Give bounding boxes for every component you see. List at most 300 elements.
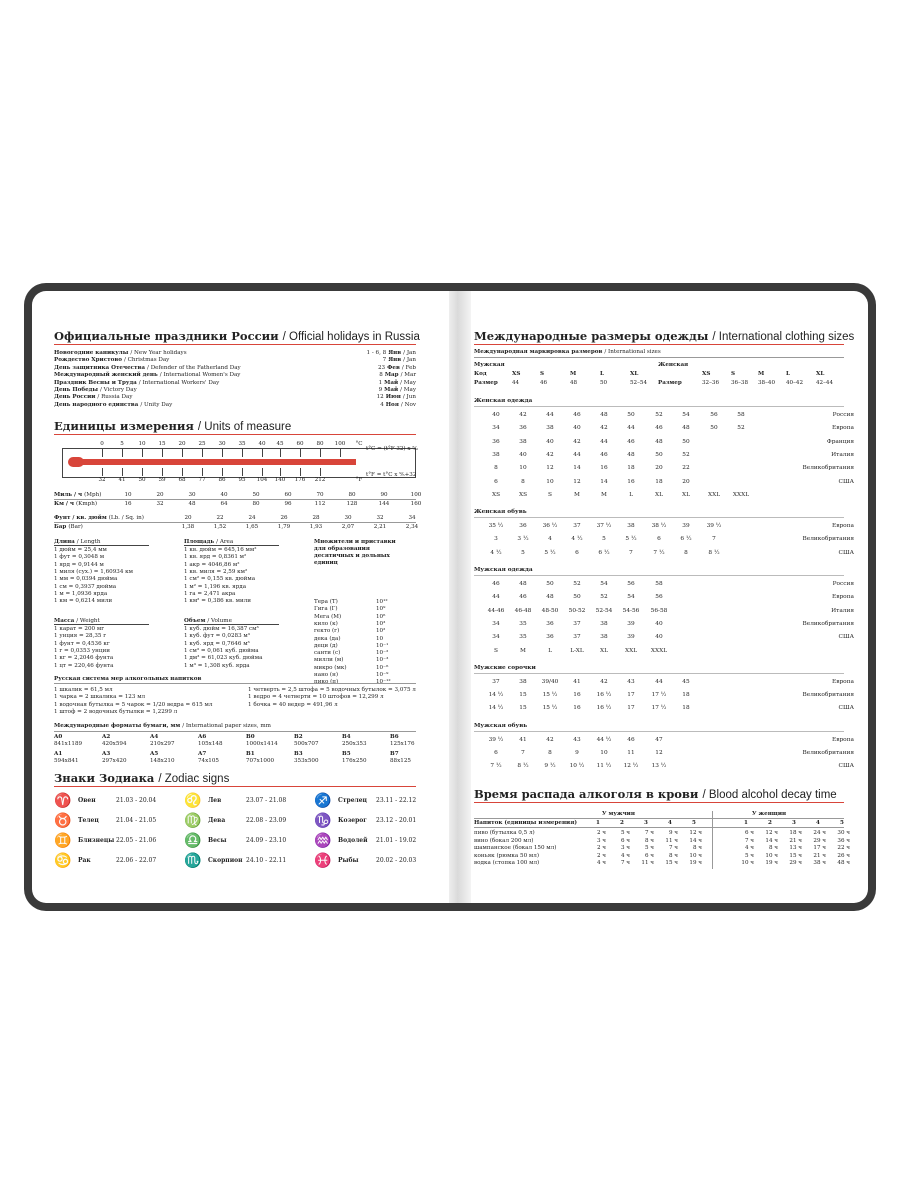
female-code: M: [758, 371, 765, 377]
size-cell: 34: [492, 620, 500, 627]
value-cell: 28: [312, 515, 320, 521]
size-cell: 9 ½: [544, 763, 556, 770]
value-cell: 1,52: [213, 524, 227, 530]
prefix-name: санти (с): [314, 650, 341, 657]
prefix-title: Множители и приставки для образования десятичных и дольных единиц: [314, 539, 396, 567]
size-cell: 6 ½: [680, 536, 692, 543]
tick-mark: [280, 468, 281, 476]
size-cell: 3 ½: [517, 536, 529, 543]
prefix-name: нано (н): [314, 672, 339, 678]
women-time: 12 ч: [765, 830, 778, 836]
women-time: 7 ч: [744, 837, 754, 844]
alcohol-title-ru: Время распада алкоголя в крови: [474, 787, 699, 801]
zodiac-sign-icon: ♍: [184, 813, 202, 829]
holiday-day: 23: [377, 364, 386, 371]
alcohol-measure: 1 чарка = 2 шкалика = 123 мл: [54, 694, 146, 701]
female-code: S: [731, 371, 736, 377]
label-en: (Bar): [68, 524, 83, 530]
label: Международная маркировка размеров: [474, 349, 603, 355]
celsius-tick: 40: [258, 441, 266, 447]
area-item: 1 м² = 1,196 кв. ярда: [184, 583, 247, 590]
female-code: L: [786, 371, 790, 377]
paper-title: [54, 723, 271, 729]
prefix-value: 10: [376, 635, 384, 642]
size-cell: 42: [519, 412, 527, 418]
volume-item: 1 дм³ = 61,023 куб. дюйма: [184, 655, 263, 662]
size-cell: 18: [655, 478, 663, 485]
size-cell: 54: [600, 581, 608, 587]
zodiac-name: Стрелец: [338, 797, 367, 804]
tick-mark: [222, 468, 223, 476]
value-cell: 96: [284, 501, 292, 507]
country-label: США: [838, 705, 854, 712]
country-label: США: [838, 634, 854, 641]
size-cell: 35: [519, 620, 527, 627]
holiday-month-en: / Jun: [402, 394, 416, 401]
holiday-name: Международный женский день: [54, 372, 158, 379]
value-cell: 30: [344, 515, 352, 521]
alcohol-title-en: / Blood alcohol decay time: [702, 789, 837, 801]
size-cell: 46: [600, 451, 608, 458]
size-cell: 11 ½: [596, 763, 612, 770]
divider: [54, 522, 416, 523]
fahrenheit-tick: 140: [274, 477, 286, 483]
size-cell: 42: [546, 451, 554, 458]
size-cell: 5: [602, 536, 606, 543]
paper-size: 353x500: [294, 758, 319, 764]
tick-mark: [300, 449, 301, 457]
title-rule: [54, 434, 416, 435]
country-label: США: [838, 763, 854, 770]
holiday-row: [54, 387, 137, 393]
divider: [54, 499, 416, 500]
prefix-name: Тера (Т): [314, 599, 338, 605]
size-cell: M: [574, 491, 580, 498]
section-title: Женская обувь: [474, 509, 527, 516]
prefix-value: 10⁻²: [376, 650, 389, 657]
size-cell: 39: [627, 634, 635, 641]
country-label: Европа: [831, 736, 854, 743]
men-time: 7 ч: [620, 860, 630, 866]
size-cell: 14: [573, 465, 581, 472]
zodiac-sign-icon: ♎: [184, 833, 202, 849]
holiday-name: Новогодние каникулы: [54, 350, 129, 356]
holiday-row: [54, 350, 187, 356]
label: Миль / ч: [54, 492, 83, 498]
men-time: 4 ч: [596, 860, 606, 866]
male-code: XL: [630, 371, 639, 377]
value-cell: 24: [248, 515, 256, 521]
zodiac-sign-icon: ♋: [54, 853, 72, 869]
size-row: [452, 412, 868, 425]
page-gutter: [449, 291, 471, 903]
size-cell: 12 ½: [623, 763, 639, 770]
size-cell: 12: [573, 478, 581, 485]
country-label: Россия: [832, 581, 854, 587]
men-time: 6 ч: [644, 852, 654, 859]
women-time: 48 ч: [837, 860, 850, 866]
size-cell: 17: [627, 692, 635, 699]
alcohol-measure: 1 бочка = 40 ведер = 491,96 л: [248, 701, 338, 708]
volume-title: [184, 618, 279, 625]
tick-mark: [122, 449, 123, 457]
prefix-name: кило (к): [314, 620, 338, 627]
men-time: 6 ч: [620, 837, 630, 844]
holiday-month-en: / Jan: [403, 357, 416, 364]
size-row: [452, 634, 868, 647]
paper-format: A5: [150, 751, 159, 757]
zodiac-name: Весы: [208, 837, 227, 844]
value-cell: 2,21: [373, 524, 387, 530]
men-time: 5 ч: [620, 830, 630, 836]
divider: [54, 683, 416, 684]
size-row: [452, 425, 868, 438]
paper-format: A3: [102, 751, 111, 757]
female-code: XL: [816, 371, 825, 377]
size-cell: 42: [573, 438, 581, 445]
size-cell: 45: [682, 678, 690, 685]
holiday-date: [377, 394, 416, 400]
size-cell: 20: [655, 465, 663, 472]
size-cell: 15: [519, 705, 527, 712]
women-time: 10 ч: [741, 860, 754, 866]
prefix-name: деци (д): [314, 642, 338, 649]
tick-mark: [320, 468, 321, 476]
men-time: 3 ч: [596, 837, 606, 844]
size-cell: 17 ½: [651, 705, 667, 712]
size-cell: 36 ½: [542, 523, 558, 530]
men-time: 5 ч: [644, 845, 654, 851]
length-item: 1 см = 0,3937 дюйма: [54, 583, 117, 590]
size-cell: 14 ½: [488, 705, 504, 712]
tick-mark: [280, 449, 281, 457]
size-row: [452, 523, 868, 536]
paper-size: 594x841: [54, 758, 79, 764]
size-cell: 40: [655, 620, 663, 627]
size-cell: 18: [627, 465, 635, 472]
women-time: 19 ч: [765, 860, 778, 866]
alcohol-measure: 1 шкалик = 61,5 мл: [54, 687, 113, 693]
size-cell: XS: [518, 491, 528, 498]
size-cell: 8 ½: [708, 549, 720, 556]
women-time: 21 ч: [789, 837, 802, 844]
size-cell: 14: [600, 478, 608, 485]
size-cell: 8: [494, 465, 498, 472]
female-size: 38–40: [758, 380, 776, 386]
alcohol-title: [474, 787, 837, 801]
celsius-tick: 15: [158, 441, 166, 447]
men-time: 11 ч: [665, 837, 678, 844]
paper-size: 500x707: [294, 741, 319, 747]
women-time: 18 ч: [789, 830, 802, 836]
country-label: Европа: [831, 523, 854, 530]
women-time: 5 ч: [744, 852, 754, 859]
holiday-row: [54, 380, 219, 386]
fahrenheit-tick: 176: [294, 477, 306, 483]
prefix-value: 10⁻¹: [376, 642, 389, 649]
women-time: 8 ч: [768, 845, 778, 851]
paper-size: 148x210: [150, 758, 175, 764]
divider: [474, 517, 844, 518]
tick-mark: [340, 449, 341, 457]
value-cell: 60: [284, 492, 292, 498]
holiday-day: 12: [376, 394, 384, 401]
size-cell: 36: [519, 523, 527, 530]
zodiac-dates: 21.04 - 21.05: [116, 817, 157, 824]
size-cell: 6: [494, 750, 498, 756]
zodiac-title: [54, 771, 229, 785]
size-cell: 50-52: [568, 607, 586, 614]
volume-item: 1 м³ = 1,308 куб. ярда: [184, 662, 250, 669]
size-cell: 56: [710, 412, 718, 418]
holiday-name: Рождество Христово: [54, 357, 122, 364]
paper-size: 88x125: [390, 758, 411, 764]
size-cell: 44: [655, 678, 663, 685]
speed-head-kmph: [54, 501, 97, 507]
women-time: 13 ч: [789, 845, 802, 851]
label-en: (Kmph): [75, 501, 98, 507]
area-item: 1 см² = 0,155 кв. дюйма: [184, 576, 256, 583]
drink-name: пиво (бутылка 0,5 л): [474, 830, 535, 836]
size-cell: 48: [627, 451, 635, 458]
fahrenheit-tick: 32: [98, 477, 106, 483]
size-cell: 15 ½: [542, 692, 558, 699]
tick-mark: [182, 468, 183, 476]
size-cell: 37: [573, 523, 581, 530]
label-en: / Volume: [207, 618, 232, 624]
women-time: 22 ч: [837, 845, 850, 851]
size-cell: XXXL: [650, 647, 668, 654]
size-row: [452, 536, 868, 549]
women-col-head: 1: [744, 820, 748, 826]
size-cell: 16: [573, 705, 581, 712]
country-label: США: [838, 549, 854, 556]
length-item: 1 фут = 0,3048 м: [54, 554, 105, 561]
holiday-name-en: / Unity Day: [140, 401, 173, 408]
size-cell: 35 ½: [488, 523, 504, 530]
label: Бар: [54, 524, 67, 530]
male-size: 50: [600, 380, 608, 386]
holiday-month: Май: [384, 387, 399, 393]
size-cell: 16: [627, 478, 635, 485]
length-item: 1 м = 1,0936 ярда: [54, 590, 108, 597]
thermometer-mercury: [76, 459, 356, 465]
prefix-name: гекто (г): [314, 628, 340, 635]
male-size: 52–54: [630, 380, 648, 386]
size-cell: 8: [548, 750, 552, 756]
paper-format: B5: [342, 751, 351, 757]
mass-item: 1 унция = 28,35 г: [54, 633, 107, 640]
holiday-name-en: / Victory Day: [100, 387, 137, 393]
label: Объем: [184, 618, 206, 624]
holiday-month-en: / Feb: [401, 364, 416, 371]
prefix-name: пико (п): [314, 679, 339, 686]
paper-size: 105x148: [198, 741, 223, 747]
size-cell: L-XL: [570, 647, 584, 654]
size-cell: 12: [655, 750, 663, 756]
paper-format: A1: [54, 751, 63, 757]
value-cell: 26: [280, 515, 288, 521]
tick-mark: [162, 449, 163, 457]
size-row: [452, 648, 868, 661]
length-item: 1 мм = 0,0394 дюйма: [54, 576, 118, 583]
title-rule: [474, 344, 844, 345]
celsius-tick: 100: [334, 441, 346, 447]
length-item: 1 миля (сух.) = 1,60934 км: [54, 568, 133, 575]
size-row: [452, 750, 868, 763]
prefix-name: Мега (М): [314, 613, 342, 620]
country-label: Франция: [826, 438, 854, 445]
celsius-tick: 80: [316, 441, 324, 447]
value-cell: 112: [314, 501, 326, 507]
drink-name: шампанское (бокал 150 мл): [474, 845, 557, 851]
column-separator: [712, 811, 713, 869]
size-cell: 10 ½: [569, 763, 585, 770]
men-time: 4 ч: [620, 852, 630, 859]
male-code: M: [570, 371, 577, 377]
size-cell: 20: [682, 478, 690, 485]
size-cell: 48: [682, 425, 690, 432]
zodiac-name: Козерог: [338, 817, 367, 824]
holiday-month: Янв: [388, 350, 402, 356]
size-cell: 46: [627, 736, 635, 743]
label: Международные форматы бумаги, мм: [54, 723, 181, 729]
divider: [474, 731, 844, 732]
male-label: Мужская: [474, 362, 505, 368]
female-label: Женская: [658, 362, 689, 368]
mass-item: 1 цт = 220,46 фунта: [54, 662, 114, 669]
size-cell: 11: [627, 750, 635, 756]
size-cell: 40: [573, 425, 581, 432]
divider: [474, 575, 844, 576]
women-time: 38 ч: [813, 860, 826, 866]
size-cell: 6: [657, 536, 661, 543]
zodiac-sign-icon: ♒: [314, 833, 332, 849]
size-cell: 16 ½: [596, 705, 612, 712]
women-time: 24 ч: [813, 830, 826, 836]
size-cell: 15: [519, 692, 527, 699]
paper-size: 1000x1414: [246, 741, 278, 747]
size-cell: 48: [519, 581, 527, 587]
size-row: [452, 608, 868, 621]
paper-size: 841x1189: [54, 741, 83, 747]
men-time: 12 ч: [689, 830, 702, 836]
holiday-month: Фев: [387, 364, 400, 371]
value-cell: 1,38: [181, 524, 195, 530]
divider: [474, 357, 844, 358]
tick-mark: [222, 449, 223, 457]
size-cell: 50: [682, 438, 690, 445]
women-time: 17 ч: [813, 845, 826, 851]
country-label: Россия: [832, 412, 854, 418]
clothing-title: [474, 329, 854, 343]
size-cell: 46: [627, 438, 635, 445]
size-cell: 37 ½: [596, 523, 612, 530]
mass-item: 1 фунт = 0,4536 кг: [54, 640, 110, 647]
size-cell: L: [548, 647, 552, 654]
celsius-tick: °C: [355, 441, 363, 447]
paper-format: A7: [198, 751, 207, 757]
size-cell: 56-58: [650, 607, 668, 614]
size-cell: 44: [492, 594, 500, 601]
pressure-head-bar: [54, 524, 83, 530]
size-cell: 39/40: [541, 678, 559, 685]
men-col-head: 5: [692, 820, 696, 826]
tick-mark: [202, 468, 203, 476]
size-cell: XS: [491, 491, 501, 498]
value-cell: 32: [156, 501, 164, 507]
paper-format: B3: [294, 751, 303, 757]
clothing-title-ru: Международные размеры одежды: [474, 329, 709, 343]
women-label: У женщин: [752, 811, 787, 817]
holiday-day: 4: [380, 401, 384, 408]
paper-size: 297x420: [102, 758, 127, 764]
prefix-value: 10⁻³: [376, 657, 389, 664]
fahrenheit-tick: 59: [158, 477, 166, 483]
pressure-head-psi: [54, 515, 144, 521]
size-cell: 40: [492, 412, 500, 418]
size-cell: 42: [546, 736, 554, 743]
section-title: Мужская обувь: [474, 722, 528, 729]
paper-size: 74x105: [198, 758, 219, 764]
holiday-date: [383, 357, 416, 363]
alcohol-measure: 1 четверть = 2,5 штофа = 5 водочных бутылок = 3,075 л: [248, 687, 416, 693]
paper-size: 176x250: [342, 758, 367, 764]
female-size: 40–42: [786, 380, 804, 386]
size-cell: 39 ½: [706, 523, 722, 530]
holiday-name: День Победы: [54, 387, 99, 393]
women-time: 26 ч: [837, 852, 850, 859]
holiday-date: [379, 372, 416, 378]
size-cell: 43: [573, 736, 581, 743]
country-label: Италия: [831, 451, 854, 458]
size-cell: 7 ½: [490, 763, 502, 770]
holiday-day: 1 - 6, 8: [366, 350, 387, 356]
length-item: 1 дюйм = 25,4 мм: [54, 547, 107, 553]
zodiac-sign-icon: ♓: [314, 853, 332, 869]
prefix-value: 10⁻⁶: [376, 664, 389, 671]
value-cell: 40: [220, 492, 228, 498]
value-cell: 100: [410, 492, 422, 498]
label-en: / Area: [216, 539, 234, 545]
holiday-day: 8: [379, 372, 383, 379]
units-title-ru: Единицы измерения: [54, 419, 194, 433]
holiday-day: 1: [378, 379, 383, 386]
value-cell: 1,79: [277, 524, 291, 530]
prefix-name: дека (да): [314, 635, 341, 642]
size-cell: 16: [600, 465, 608, 472]
paper-format: A6: [198, 734, 207, 740]
size-row: [452, 692, 868, 705]
value-cell: 80: [252, 501, 260, 507]
size-cell: 48: [600, 412, 608, 418]
value-cell: 80: [348, 492, 356, 498]
women-col-head: 3: [792, 820, 796, 826]
alcohol-measures-title: Русская система мер алкогольных напитков: [54, 676, 202, 682]
clothing-title-en: / International clothing sizes: [712, 331, 855, 343]
size-cell: 22: [682, 465, 690, 472]
size-cell: 38: [519, 438, 527, 445]
men-time: 2 ч: [596, 852, 606, 859]
section-title: Женская одежда: [474, 398, 533, 404]
size-cell: 40: [655, 634, 663, 641]
size-cell: 7 ½: [653, 549, 665, 556]
holiday-month-en: / Nov: [400, 401, 416, 408]
mass-item: 1 г = 0,0353 унции: [54, 647, 110, 654]
tick-mark: [162, 468, 163, 476]
size-cell: 46: [519, 594, 527, 601]
holiday-month: Июн: [385, 394, 401, 401]
